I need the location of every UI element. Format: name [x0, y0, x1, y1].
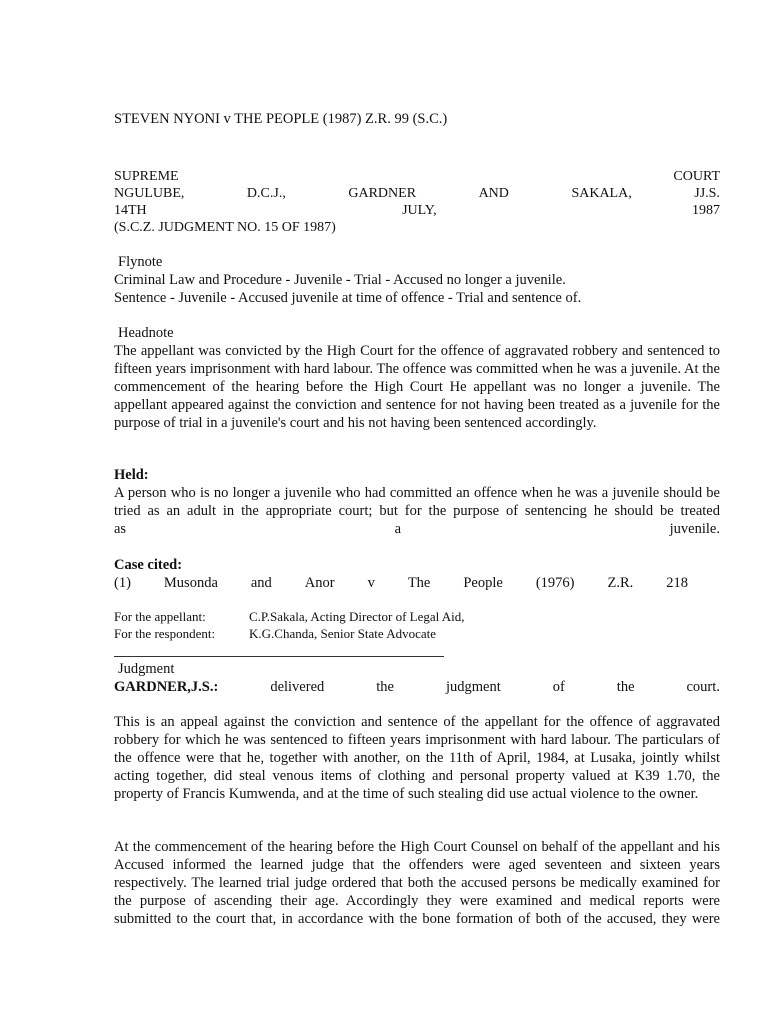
flynote-heading: Flynote	[118, 254, 163, 270]
respondent-value: K.G.Chanda, Senior State Advocate	[249, 626, 437, 641]
citation-word: The	[407, 575, 431, 591]
citation-word: (1)	[114, 575, 131, 591]
court-header-row-1	[114, 168, 720, 185]
headnote-section	[114, 324, 720, 432]
citation-word: v	[367, 575, 375, 591]
appellant-label: For the appellant:	[114, 609, 206, 624]
case-citation	[114, 574, 688, 592]
header-word: 1987	[692, 203, 720, 218]
section-divider	[114, 656, 444, 657]
intro-word: judgment	[445, 679, 501, 695]
citation-word: and	[250, 575, 272, 591]
header-word: NGULUBE,	[114, 186, 185, 201]
judgment-paragraph-1-wrap	[114, 713, 720, 803]
header-word: JJ.S.	[694, 186, 720, 201]
header-word: D.C.J.,	[246, 186, 286, 201]
intro-word: the	[616, 679, 635, 695]
header-word: JULY,	[402, 203, 437, 218]
held-word: as	[114, 521, 127, 537]
appellant-value: C.P.Sakala, Acting Director of Legal Aid,	[249, 609, 465, 624]
held-heading: Held:	[114, 467, 149, 483]
judgment-heading: Judgment	[118, 661, 175, 677]
header-word: COURT	[673, 169, 720, 184]
held-last-line	[114, 520, 720, 538]
court-header-row-2	[114, 185, 720, 202]
flynote-line: Sentence - Juvenile - Accused juvenile at time of offence - Trial and sentence of.	[114, 290, 582, 306]
cases-cited-heading: Case cited:	[114, 557, 183, 573]
case-title: STEVEN NYONI v THE PEOPLE (1987) Z.R. 99 (S.C.)	[114, 111, 448, 127]
court-header-row-3	[114, 202, 720, 219]
header-word: SAKALA,	[571, 186, 632, 201]
intro-word: court.	[686, 679, 720, 695]
judgment-section	[114, 660, 720, 696]
judgment-paragraph: This is an appeal against the conviction and sentence of the appellant for the offence of aggravated robbery for which he was sentenced to fifteen years imprisonment with hard labour. The particulars of the offence were that he, together with another, on the 11th of April, 1984, at Lusaka, jointly whilst acting together, did steal venous items of clothing and personal property valued at K39 1.70, the property of Francis Kumwenda, and at the time of such stealing did use actual violence to the owner.	[114, 714, 720, 802]
respondent-label: For the respondent:	[114, 626, 216, 641]
citation-word: (1976)	[535, 575, 575, 591]
headnote-heading: Headnote	[118, 325, 174, 341]
cases-cited-section	[114, 556, 720, 592]
citation-word: People	[463, 575, 503, 591]
judgment-number: (S.C.Z. JUDGMENT NO. 15 OF 1987)	[114, 220, 336, 235]
header-word: AND	[478, 186, 509, 201]
citation-word: Anor	[304, 575, 335, 591]
judgment-paragraph-2-wrap	[114, 838, 720, 928]
flynote-line: Criminal Law and Procedure - Juvenile - Trial - Accused no longer a juvenile.	[114, 272, 566, 288]
citation-word: 218	[666, 575, 688, 591]
held-text: A person who is no longer a juvenile who had committed an offence when he was a juvenile should be tried as an adult in the appropriate court; but for the purpose of sentencing he should be treated	[114, 485, 720, 519]
intro-word: of	[552, 679, 565, 695]
header-word: GARDNER	[348, 186, 417, 201]
intro-word: the	[376, 679, 394, 695]
held-section	[114, 466, 720, 538]
judge-name: GARDNER,J.S.:	[114, 679, 219, 695]
citation-word: Z.R.	[607, 575, 634, 591]
header-word: SUPREME	[114, 169, 179, 184]
citation-word: Musonda	[163, 575, 218, 591]
judgment-paragraph: At the commencement of the hearing before the High Court Counsel on behalf of the appellant and his Accused informed the learned judge that the offenders were aged seventeen and sixteen years respectively. The learned trial judge ordered that both the accused persons be medically examined for the purpose of ascending their age. Accordingly they were examined and medical reports were submitted to the court that, in accordance with the bone formation of both of the accused, they were	[114, 839, 720, 927]
flynote-section	[114, 253, 720, 307]
held-word: juvenile.	[669, 521, 720, 537]
judgment-intro	[114, 678, 720, 696]
intro-word: delivered	[270, 679, 325, 695]
held-word: a	[394, 521, 402, 537]
header-word: 14TH	[114, 203, 147, 218]
headnote-text: The appellant was convicted by the High Court for the offence of aggravated robbery and sentenced to fifteen years imprisonment with hard labour. The offence was committed when he was a juvenile. At the commencement of the hearing before the High Court He appellant was no longer a juvenile. The appellant appeared against the conviction and sentence for not having been treated as a juvenile for the purpose of trial in a juvenile's court and his not having been sentenced accordingly.	[114, 343, 720, 431]
